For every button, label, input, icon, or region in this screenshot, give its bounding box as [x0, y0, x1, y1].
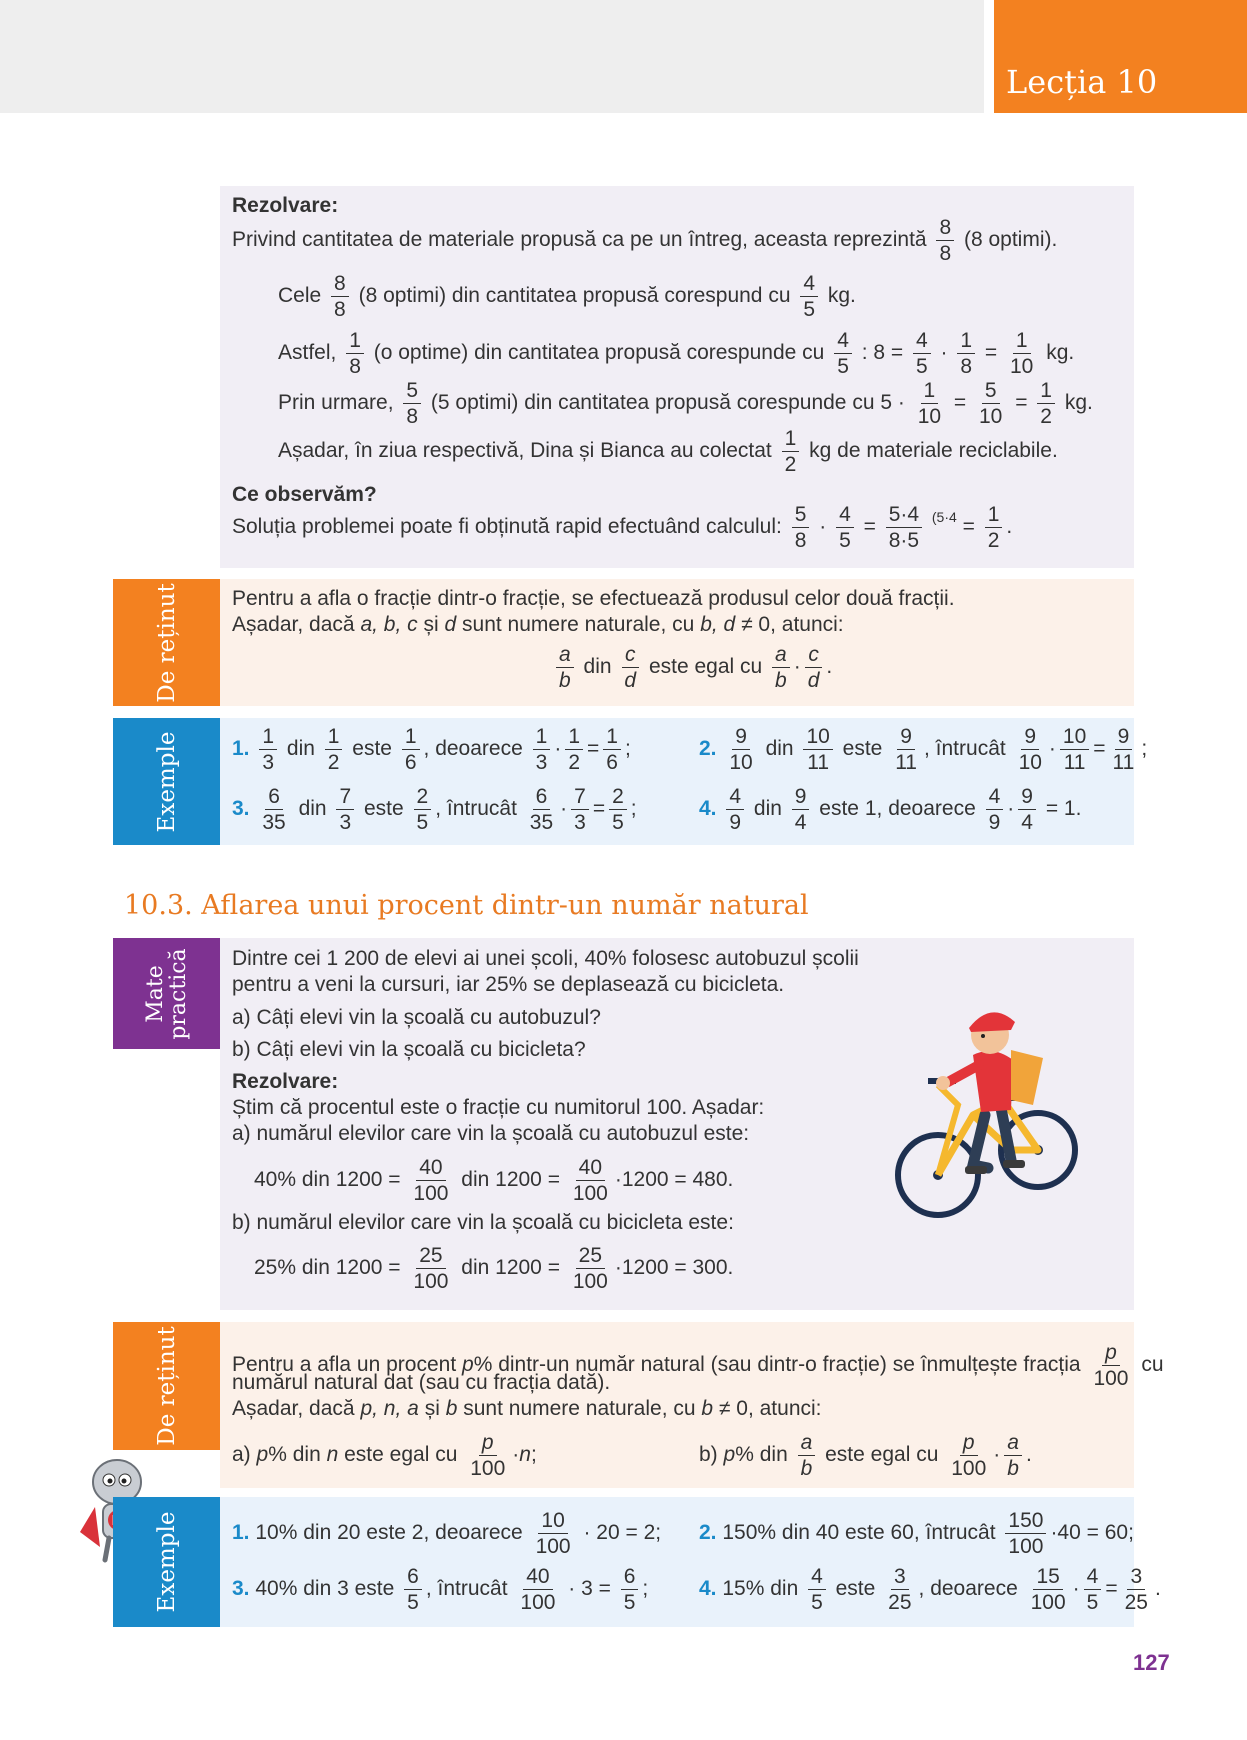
- retain2-rule-a: a) p% din n este egal cu $\frac{p}{100}$ ·n;: [232, 1431, 537, 1480]
- practice-line-1: Dintre cei 1 200 de elevi ai unei școli, 40% folosesc autobuzul școlii: [232, 947, 859, 970]
- examples-label-2: Exemple: [113, 1497, 220, 1627]
- observe-heading: Ce observăm?: [232, 483, 377, 506]
- lesson-tab: [994, 0, 1247, 113]
- retain2-line-2: numărul natural dat (sau cu fracția dată).: [232, 1371, 611, 1394]
- solution-line-5: Așadar, în ziua respectivă, Dina și Bianca au colectat $\frac{1}{2}$ kg de materiale reciclabile.: [278, 427, 1058, 476]
- retain1-line-2: Așadar, dacă a, b, c și d sunt numere naturale, cu b, d ≠ 0, atunci:: [232, 613, 844, 636]
- example1-item-1: 1. $\frac{1}{3}$ din $\frac{1}{2}$ este $\frac{1}{6}$ , deoarece $\frac{1}{3}$ · $\frac{1}{2}$ = $\frac{1}{6}$ ;: [232, 725, 631, 774]
- practice-label: Mate practică: [113, 938, 220, 1049]
- example2-item-3: 3. 40% din 3 este $\frac{6}{5}$ , întrucât $\frac{40}{100}$ · 3 = $\frac{6}{5}$ ;: [232, 1565, 649, 1614]
- page-number: 127: [1133, 1650, 1170, 1675]
- examples-label-1: Exemple: [113, 718, 220, 845]
- retain2-line-1: Pentru a afla un procent p% dintr-un număr natural (sau dintr-o fracție) se înmulțește fracția $\frac{p}{100}$ cu: [232, 1341, 1164, 1390]
- lesson-title: Lecția 10: [1006, 63, 1158, 101]
- practice-calc-a: 40% din 1200 = $\frac{40}{100}$ din 1200 = $\frac{40}{100}$ ·1200 = 480.: [254, 1156, 734, 1205]
- solution-line-4: Prin urmare, $\frac{5}{8}$ (5 optimi) din cantitatea propusă corespunde cu 5 · $\frac{1}{10}$ = $\frac{5}{10}$ = $\frac{1}{2}$ kg.: [278, 379, 1093, 428]
- retain-label-2: De reținut: [113, 1322, 220, 1450]
- example1-item-4: 4. $\frac{4}{9}$ din $\frac{9}{4}$ este 1, deoarece $\frac{4}{9}$ · $\frac{9}{4}$ = 1.: [699, 785, 1082, 834]
- practice-solution-a: a) numărul elevilor care vin la școală cu autobuzul este:: [232, 1122, 750, 1145]
- retain1-line-1: Pentru a afla o fracție dintr-o fracție, se efectuează produsul celor două fracții.: [232, 587, 955, 610]
- observe-line: Soluția problemei poate fi obținută rapid efectuând calculul: $\frac{5}{8}$ · $\frac{4}{5}$ = $\frac{5\cdot 4}{8\cdot 5}$ $^{(5\cdot 4}$ = $\frac{1}{2}$ .: [232, 503, 1013, 552]
- retain1-rule: $\frac{a}{b}$ din $\frac{c}{d}$ este egal cu $\frac{a}{b}$ · $\frac{c}{d}$ .: [552, 644, 832, 691]
- practice-solution-b: b) numărul elevilor care vin la școală cu bicicleta este:: [232, 1211, 734, 1234]
- cyclist-illustration: [893, 990, 1083, 1240]
- practice-solution-heading: Rezolvare:: [232, 1070, 339, 1093]
- practice-question-a: a) Câți elevi vin la școală cu autobuzul?: [232, 1006, 601, 1029]
- example1-item-3: 3. $\frac{6}{35}$ din $\frac{7}{3}$ este $\frac{2}{5}$ , întrucât $\frac{6}{35}$ · $\frac{7}{3}$ = $\frac{2}{5}$ ;: [232, 785, 637, 834]
- practice-line-2: pentru a veni la cursuri, iar 25% se deplasează cu bicicleta.: [232, 973, 785, 996]
- example2-item-2: 2. 150% din 40 este 60, întrucât $\frac{150}{100}$ ·40 = 60;: [699, 1509, 1134, 1558]
- example1-item-2: 2. $\frac{9}{10}$ din $\frac{10}{11}$ este $\frac{9}{11}$ , întrucât $\frac{9}{10}$ · $\frac{10}{11}$ = $\frac{9}{11}$ ;: [699, 725, 1148, 774]
- example2-item-4: 4. 15% din $\frac{4}{5}$ este $\frac{3}{25}$ , deoarece $\frac{15}{100}$ · $\frac{4}{5}$ = $\frac{3}{25}$ .: [699, 1565, 1161, 1614]
- section-title: 10.3. Aflarea unui procent dintr-un număr natural: [124, 890, 809, 921]
- practice-question-b: b) Câți elevi vin la școală cu bicicleta?: [232, 1038, 586, 1061]
- solution-heading: Rezolvare:: [232, 194, 339, 217]
- solution-line-2: Cele $\frac{8}{8}$ (8 optimi) din cantitatea propusă corespund cu $\frac{4}{5}$ kg.: [278, 272, 856, 321]
- example2-item-1: 1. 10% din 20 este 2, deoarece $\frac{10}{100}$ · 20 = 2;: [232, 1509, 662, 1558]
- practice-calc-b: 25% din 1200 = $\frac{25}{100}$ din 1200 = $\frac{25}{100}$ ·1200 = 300.: [254, 1244, 734, 1293]
- retain2-rule-b: b) p% din $\frac{a}{b}$ este egal cu $\frac{p}{100}$ · $\frac{a}{b}$ .: [699, 1431, 1032, 1480]
- solution-line-1: Privind cantitatea de materiale propusă ca pe un întreg, aceasta reprezintă $\frac{8}{8}$ (8 optimi).: [232, 216, 1058, 265]
- solution-line-3: Astfel, $\frac{1}{8}$ (o optime) din cantitatea propusă corespunde cu $\frac{4}{5}$ : 8 = $\frac{4}{5}$ · $\frac{1}{8}$ = $\frac{1}{10}$ kg.: [278, 329, 1075, 378]
- header-bar: [0, 0, 984, 113]
- practice-solution-line: Știm că procentul este o fracție cu numitorul 100. Așadar:: [232, 1096, 765, 1119]
- retain2-line-3: Așadar, dacă p, n, a și b sunt numere naturale, cu b ≠ 0, atunci:: [232, 1397, 822, 1420]
- retain-label-1: De reținut: [113, 579, 220, 706]
